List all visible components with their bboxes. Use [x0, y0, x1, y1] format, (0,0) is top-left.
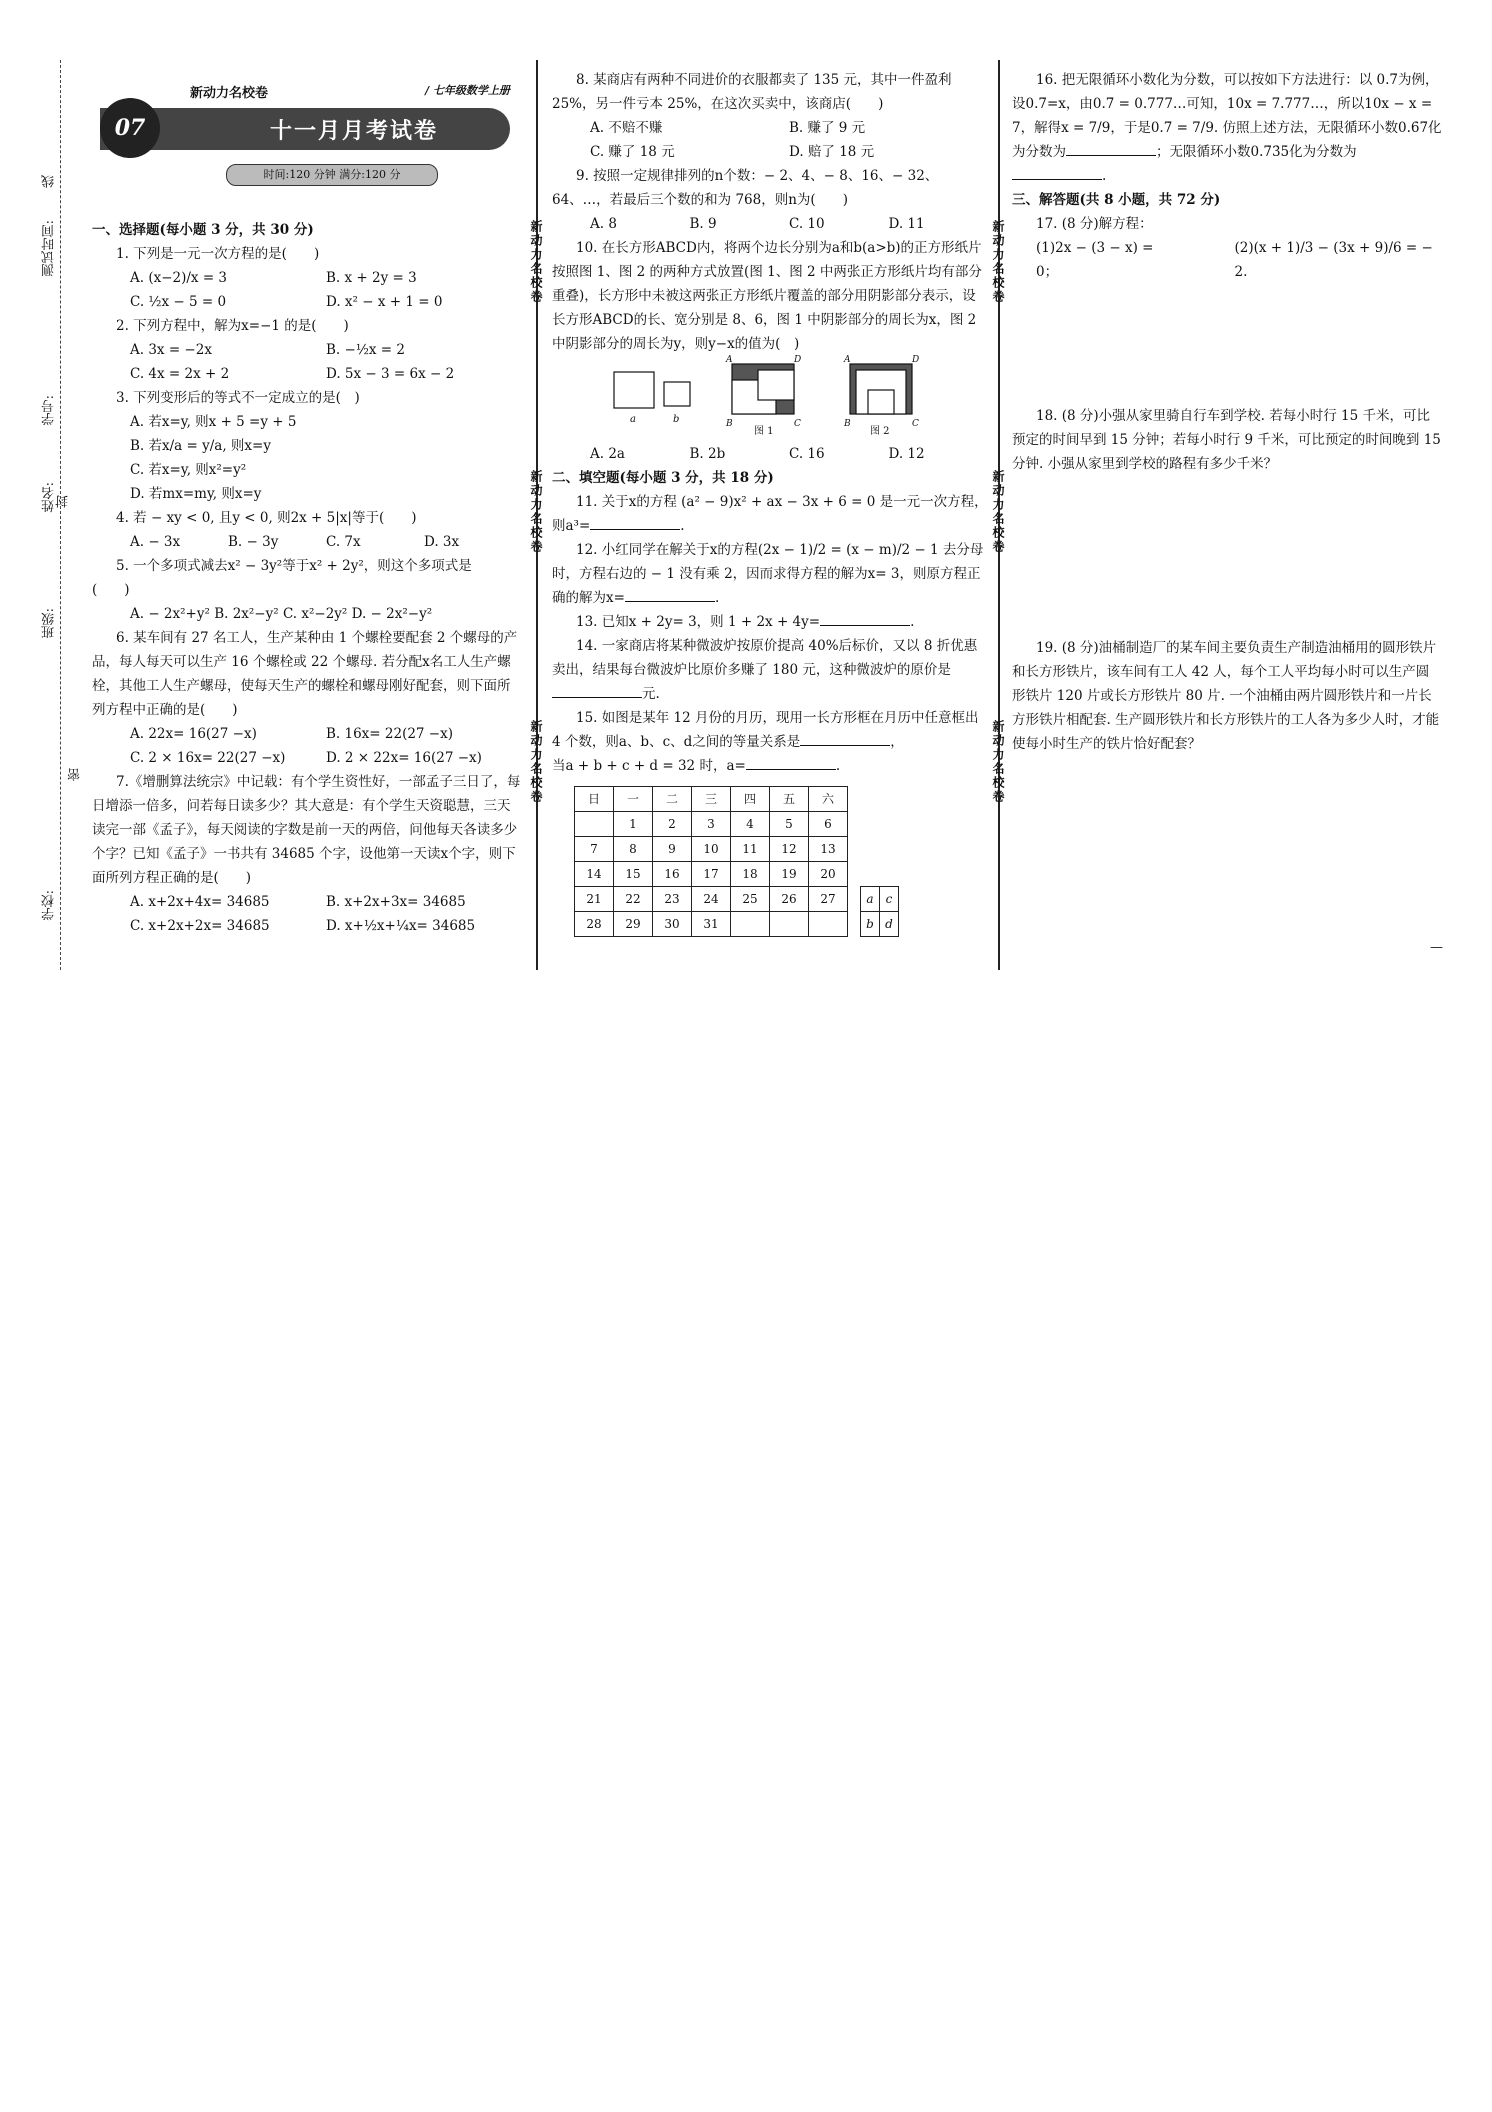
sidebar-class: 班级: — [42, 608, 57, 639]
calendar-week-row — [575, 812, 848, 837]
question-17: 17. (8 分)解方程： — [1036, 216, 1153, 232]
q14-unit: 元. — [642, 686, 660, 702]
section-fill-title: 二、填空题(每小题 3 分，共 18 分) — [552, 470, 774, 486]
abcd-cell: b — [861, 912, 880, 937]
calendar-day: 26 — [770, 887, 809, 912]
question-9: 9. 按照一定规律排列的n个数：− 2、4、− 8、16、− 32、64、…，若最后三个数的和为 768，则n为( ) — [552, 168, 939, 208]
question-14-text: 14. 一家商店将某种微波炉按原价提高 40%后标价，又以 8 折优惠卖出，结果每台微波炉比原价多赚了 180 元，这种微波炉的原价是 — [552, 638, 978, 678]
abcd-cell: d — [880, 912, 899, 937]
fig2-label-B: B — [844, 419, 851, 429]
q9-option-a: A. 8 — [590, 216, 617, 232]
abcd-cell: c — [880, 887, 899, 912]
fig1-label-B: B — [726, 419, 733, 429]
q10-option-b: B. 2b — [689, 446, 726, 462]
q15-blank-1[interactable] — [800, 731, 890, 746]
q7-option-b: B. x+2x+3x= 34685 — [326, 894, 466, 910]
question-10: 10. 在长方形ABCD内，将两个边长分别为a和b(a>b)的正方形纸片按照图 1、图 2 的两种方式放置(图 1、图 2 中两张正方形纸片均有部分重叠)，长方形中未被这两张正方形纸片覆盖的部分用阴影部分表示，设长方形ABCD的长、宽分别是 8、6，图 1 中阴影部分的周长为x，图 2 中阴影部分的周长为y，则y−x的值为( ) — [552, 240, 982, 352]
calendar-day: 7 — [575, 837, 614, 862]
question-4: 4. 若 − xy < 0, 且y < 0, 则2x + 5|x|等于( ) — [116, 510, 417, 526]
question-14 — [552, 634, 988, 706]
q10-option-c: C. 16 — [789, 446, 825, 462]
page-mark: — — [1430, 940, 1443, 955]
fig1-label-C: C — [794, 419, 801, 429]
calendar-weekday: 二 — [653, 787, 692, 812]
calendar-day — [575, 812, 614, 837]
q14-blank[interactable] — [552, 683, 642, 698]
q17-parts — [1012, 236, 1442, 284]
question-16-text: 16. 把无限循环小数化为分数，可以按如下方法进行：以 0.7̇为例，设0.7̇=x，由0.7̇ = 0.777…可知，10x = 7.777…，所以10x − x = 7，解得x = 7/9，于是0.7̇ = 7/9. 仿照上述方法，无限循环小数0.6̇7̇化为分数为 — [1012, 72, 1442, 160]
q10-figures — [552, 356, 988, 442]
q2-option-c: C. 4x = 2x + 2 — [130, 366, 230, 382]
calendar-day: 22 — [614, 887, 653, 912]
question-16: 16. 把无限循环小数化为分数，可以按如下方法进行：以 0.7̇为例，设0.7̇=x，由0.7̇ = 0.777…可知，10x = 7.777…，所以10x − x = 7，解得x = 7/9，于是0.7̇ = 7/9. 仿照上述方法，无限循环小数0.6̇7̇化为分数为 ；无限循环小数0.7̇3̇5̇化为分数为. — [1012, 72, 1442, 184]
question-8: 8. 某商店有两种不同进价的衣服都卖了 135 元，其中一件盈利 25%，另一件亏本 25%，在这次买卖中，该商店( ) — [552, 72, 952, 112]
calendar-day: 6 — [809, 812, 848, 837]
fig1-caption: 图 1 — [754, 426, 774, 437]
q7-option-d: D. x+½x+¼x= 34685 — [326, 918, 476, 934]
calendar-day: 27 — [809, 887, 848, 912]
calendar-week-row — [575, 912, 848, 937]
q8-options — [552, 116, 988, 164]
q17-part-1: (1)2x − (3 − x) = 0； — [1036, 240, 1154, 280]
fig1-square-b — [758, 370, 794, 400]
q3-option-d: D. 若mx=my, 则x=y — [130, 486, 262, 502]
q6-options — [92, 722, 522, 770]
q4-option-a: A. − 3x — [130, 534, 181, 550]
question-2: 2. 下列方程中，解为x=−1 的是( ) — [116, 318, 349, 334]
question-12-text: 12. 小红同学在解关于x的方程(2x − 1)/2 = (x − m)/2 − 1 去分母时，方程右边的 − 1 没有乘 2，因而求得方程的解为x= 3，则原方程正确的解为x= — [552, 542, 984, 606]
q17-answer-space[interactable] — [1012, 284, 1442, 404]
q8-option-b: B. 赚了 9 元 — [789, 120, 866, 136]
q13-blank[interactable] — [820, 611, 910, 626]
fig2-square-b — [868, 390, 894, 414]
section-choice-title: 一、选择题(每小题 3 分，共 30 分) — [92, 222, 314, 238]
calendar-day: 17 — [692, 862, 731, 887]
column-1 — [92, 218, 522, 938]
q6-option-c: C. 2 × 16x= 22(27 −x) — [130, 750, 286, 766]
question-6: 6. 某车间有 27 名工人，生产某种由 1 个螺栓要配套 2 个螺母的产品，每人每天可以生产 16 个螺栓或 22 个螺母. 若分配x名工人生产螺栓，其他工人生产螺母，使每天生产的螺栓和螺母刚好配套，则下面所列方程中正确的是( ) — [92, 630, 518, 718]
calendar-day: 29 — [614, 912, 653, 937]
q6-option-b: B. 16x= 22(27 −x) — [326, 726, 454, 742]
calendar-weekday: 六 — [809, 787, 848, 812]
calendar-day: 28 — [575, 912, 614, 937]
question-13: 13. 已知x + 2y= 3，则 1 + 2x + 4y= . — [552, 610, 988, 634]
q18-answer-space[interactable] — [1012, 476, 1442, 636]
calendar-day: 9 — [653, 837, 692, 862]
q9-option-b: B. 9 — [689, 216, 717, 232]
calendar-week-row — [575, 862, 848, 887]
q7-options — [92, 890, 522, 938]
q6-option-d: D. 2 × 22x= 16(27 −x) — [326, 750, 482, 766]
question-18: 18. (8 分)小强从家里骑自行车到学校. 若每小时行 15 千米，可比预定的时间早到 15 分钟；若每小时行 9 千米，可比预定的时间晚到 15 分钟. 小强从家里到学校的路程有多少千米？ — [1012, 408, 1441, 472]
calendar-day: 8 — [614, 837, 653, 862]
calendar-header-row — [575, 787, 848, 812]
fig2-label-C: C — [912, 419, 919, 429]
q10-options — [552, 442, 988, 466]
vertical-tag-1: 新动力名校卷 — [529, 220, 543, 304]
calendar-day: 16 — [653, 862, 692, 887]
q8-option-a: A. 不赔不赚 — [590, 120, 663, 136]
calendar-day: 3 — [692, 812, 731, 837]
vertical-tag-6: 新动力名校卷 — [991, 720, 1005, 804]
q3-option-b: B. 若x/a = y/a, 则x=y — [130, 438, 271, 454]
calendar-day: 20 — [809, 862, 848, 887]
q9-option-d: D. 11 — [888, 216, 925, 232]
square-b — [664, 382, 690, 406]
calendar-day: 15 — [614, 862, 653, 887]
calendar-day: 14 — [575, 862, 614, 887]
question-3: 3. 下列变形后的等式不一定成立的是( ) — [116, 390, 360, 406]
q5-options: A. − 2x²+y² B. 2x²−y² C. x²−2y² D. − 2x²−y² — [130, 606, 433, 622]
calendar-table — [574, 786, 848, 937]
sidebar-school: 学校: — [42, 890, 57, 921]
calendar-day: 4 — [731, 812, 770, 837]
abcd-row — [861, 887, 899, 912]
calendar-day: 11 — [731, 837, 770, 862]
sidebar-xian: 线 — [42, 175, 57, 188]
q1-option-a: A. (x−2)/x = 3 — [130, 270, 228, 286]
fig1-label-A: A — [726, 355, 733, 365]
q1-option-b: B. x + 2y = 3 — [326, 270, 417, 286]
calendar-day: 30 — [653, 912, 692, 937]
page-title: 十一月月考试卷 — [270, 118, 439, 144]
question-15-text: 15. 如图是某年 12 月份的月历，现用一长方形框在月历中任意框出 4 个数，则a、b、c、d之间的等量关系是 — [552, 710, 979, 750]
q2-options — [92, 338, 522, 386]
exam-page — [0, 0, 1492, 980]
calendar-day: 21 — [575, 887, 614, 912]
q11-blank[interactable] — [590, 515, 680, 530]
question-11-text: 11. 关于x的方程 (a² − 9)x² + ax − 3x + 6 = 0 是一元一次方程，则a³= — [552, 494, 988, 534]
calendar-weekday: 一 — [614, 787, 653, 812]
q17-part-2: (2)(x + 1)/3 − (3x + 9)/6 = − 2. — [1234, 240, 1433, 280]
q8-option-d: D. 赔了 18 元 — [789, 144, 875, 160]
brand-name: 新动力名校卷 — [190, 86, 269, 101]
calendar-day: 2 — [653, 812, 692, 837]
calendar-day: 1 — [614, 812, 653, 837]
column-3 — [1012, 68, 1442, 756]
sidebar-feng: 封 — [56, 495, 71, 508]
q6-option-a: A. 22x= 16(27 −x) — [130, 726, 257, 742]
subject-label: / 七年级数学上册 — [425, 84, 510, 97]
calendar-weekday: 日 — [575, 787, 614, 812]
q16-blank-1[interactable] — [1066, 141, 1156, 156]
fig2-label-D: D — [912, 355, 920, 365]
sidebar-name: 姓名: — [42, 482, 57, 513]
q10-option-d: D. 12 — [888, 446, 925, 462]
question-15: 15. 如图是某年 12 月份的月历，现用一长方形框在月历中任意框出 4 个数，则a、b、c、d之间的等量关系是 ， — [552, 710, 979, 750]
column-2 — [552, 68, 988, 937]
q4-options — [92, 530, 522, 554]
q2-option-b: B. −½x = 2 — [326, 342, 405, 358]
paper-number-badge: 07 — [100, 98, 160, 158]
calendar-day: 23 — [653, 887, 692, 912]
vertical-tag-4: 新动力名校卷 — [991, 220, 1005, 304]
calendar-day: 13 — [809, 837, 848, 862]
calendar-day: 24 — [692, 887, 731, 912]
q16-blank-2[interactable] — [1012, 165, 1102, 180]
square-a — [614, 372, 654, 408]
q12-blank[interactable] — [625, 587, 715, 602]
question-7: 7.《增删算法统宗》中记载：有个学生资性好，一部孟子三日了，每日增添一倍多，问若每日读多少？其大意是：有个学生天资聪慧，三天读完一部《孟子》，每天阅读的字数是前一天的两倍，问他每天各读多少个字？已知《孟子》一书共有 34685 个字，设他第一天读x个字，则下面所列方程正确的是( ) — [92, 774, 521, 886]
q9-options — [552, 212, 988, 236]
calendar-day: 19 — [770, 862, 809, 887]
fig2-caption: 图 2 — [870, 426, 890, 437]
label-b: b — [673, 414, 680, 425]
q7-option-a: A. x+2x+4x= 34685 — [130, 894, 270, 910]
q4-option-b: B. − 3y — [228, 534, 279, 550]
q1-options — [92, 266, 522, 314]
sidebar-id: 学号: — [42, 395, 57, 426]
q1-option-d: D. x² − x + 1 = 0 — [326, 294, 443, 310]
question-5-paren: ( ) — [92, 582, 130, 598]
calendar-day — [809, 912, 848, 937]
calendar-day — [770, 912, 809, 937]
label-a: a — [630, 414, 636, 425]
calendar-day: 25 — [731, 887, 770, 912]
question-19: 19. (8 分)油桶制造厂的某车间主要负责生产制造油桶用的圆形铁片和长方形铁片，该车间有工人 42 人，每个工人平均每小时可以生产圆形铁片 120 片或长方形铁片 80 片. 一个油桶由两片圆形铁片和一片长方形铁片相配套. 生产圆形铁片和长方形铁片的工人各为多少人时，才能使每小时生产的铁片恰好配套？ — [1012, 640, 1440, 752]
calendar-weekday: 三 — [692, 787, 731, 812]
q2-option-d: D. 5x − 3 = 6x − 2 — [326, 366, 455, 382]
fig2-label-A: A — [844, 355, 851, 365]
calendar-weekday: 五 — [770, 787, 809, 812]
question-13-text: 13. 已知x + 2y= 3，则 1 + 2x + 4y= — [576, 614, 821, 630]
abcd-cell: a — [861, 887, 880, 912]
question-11: 11. 关于x的方程 (a² − 9)x² + ax − 3x + 6 = 0 是一元一次方程，则a³= . — [552, 494, 988, 534]
q7-option-c: C. x+2x+2x= 34685 — [130, 918, 270, 934]
calendar-weekday: 四 — [731, 787, 770, 812]
abcd-row — [861, 912, 899, 937]
question-16-b-text: ；无限循环小数0.7̇3̇5̇化为分数为 — [1156, 144, 1357, 160]
question-12: 12. 小红同学在解关于x的方程(2x − 1)/2 = (x − m)/2 − 1 去分母时，方程右边的 − 1 没有乘 2，因而求得方程的解为x= 3，则原方程正确的解为x= . — [552, 542, 984, 606]
calendar-day: 18 — [731, 862, 770, 887]
q2-option-a: A. 3x = −2x — [130, 342, 212, 358]
q10-option-a: A. 2a — [590, 446, 625, 462]
question-1: 1. 下列是一元一次方程的是( ) — [116, 246, 320, 262]
section-answer-title: 三、解答题(共 8 小题，共 72 分) — [1012, 192, 1221, 208]
q8-option-c: C. 赚了 18 元 — [590, 144, 675, 160]
sidebar-time: 测试时间: — [42, 220, 57, 277]
question-15-b-text: 当a + b + c + d = 32 时，a= — [552, 758, 746, 774]
q4-option-c: C. 7x — [326, 534, 361, 550]
abcd-frame — [860, 886, 899, 937]
q4-option-d: D. 3x — [424, 534, 460, 550]
q1-option-c: C. ½x − 5 = 0 — [130, 294, 227, 310]
sidebar-mi: 密 — [68, 768, 83, 781]
q3-option-a: A. 若x=y, 则x + 5 =y + 5 — [130, 414, 297, 430]
exam-meta: 时间:120 分钟 满分:120 分 — [226, 164, 438, 186]
calendar-day: 10 — [692, 837, 731, 862]
calendar-area — [552, 786, 988, 937]
q15-blank-2[interactable] — [746, 755, 836, 770]
question-15-b: 当a + b + c + d = 32 时，a= . — [552, 754, 988, 778]
vertical-tag-5: 新动力名校卷 — [991, 470, 1005, 554]
calendar-week-row — [575, 837, 848, 862]
vertical-tag-3: 新动力名校卷 — [529, 720, 543, 804]
vertical-tag-2: 新动力名校卷 — [529, 470, 543, 554]
calendar-week-row — [575, 887, 848, 912]
calendar-day: 5 — [770, 812, 809, 837]
calendar-day: 12 — [770, 837, 809, 862]
fig1-label-D: D — [794, 355, 802, 365]
calendar-day: 31 — [692, 912, 731, 937]
q9-option-c: C. 10 — [789, 216, 825, 232]
q3-option-c: C. 若x=y, 则x²=y² — [130, 462, 247, 478]
calendar-day — [731, 912, 770, 937]
question-5: 5. 一个多项式减去x² − 3y²等于x² + 2y²，则这个多项式是 — [116, 558, 472, 574]
